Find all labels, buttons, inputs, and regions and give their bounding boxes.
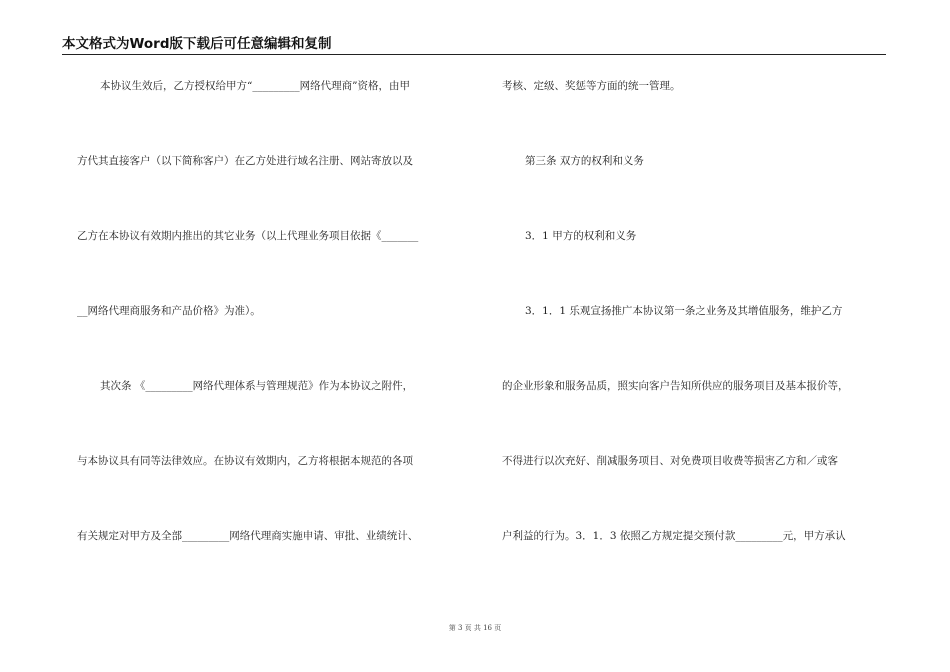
subsection-heading: 3．1 甲方的权利和义务 bbox=[525, 230, 637, 242]
paragraph-line: 考核、定级、奖惩等方面的统一管理。 bbox=[502, 80, 681, 92]
paragraph-line: 3．1．1 乐观宣扬推广本协议第一条之业务及其增值服务，维护乙方 bbox=[525, 305, 843, 317]
document-header-title: 本文格式为Word版下载后可任意编辑和复制 bbox=[62, 36, 332, 52]
paragraph-line: __网络代理商服务和产品价格》为准）。 bbox=[77, 305, 261, 317]
paragraph-line: 与本协议具有同等法律效应。在协议有效期内，乙方将根据本规范的各项 bbox=[77, 455, 413, 467]
paragraph-line: 乙方在本协议有效期内推出的其它业务（以上代理业务项目依据《_______ bbox=[77, 230, 419, 242]
paragraph-line: 方代其直接客户（以下简称客户）在乙方处进行域名注册、网站寄放以及 bbox=[77, 155, 413, 167]
paragraph-line: 的企业形象和服务品质，照实向客户告知所供应的服务项目及基本报价等， bbox=[502, 380, 849, 392]
paragraph-line: 其次条 《_________网络代理体系与管理规范》作为本协议之附件， bbox=[100, 380, 414, 392]
paragraph-line: 户利益的行为。3．1．3 依照乙方规定提交预付款_________元，甲方承认 bbox=[502, 530, 846, 542]
page-header bbox=[62, 35, 886, 53]
page-number: 第 3 页 共 16 页 bbox=[448, 624, 502, 632]
header-divider bbox=[62, 54, 886, 55]
paragraph-line: 本协议生效后，乙方授权给甲方“_________网络代理商”资格，由甲 bbox=[100, 80, 410, 92]
paragraph-line: 不得进行以次充好、削减服务项目、对免费项目收费等损害乙方和／或客 bbox=[502, 455, 838, 467]
section-heading: 第三条 双方的权利和义务 bbox=[525, 155, 644, 167]
paragraph-line: 有关规定对甲方及全部_________网络代理商实施申请、审批、业绩统计、 bbox=[77, 530, 419, 542]
